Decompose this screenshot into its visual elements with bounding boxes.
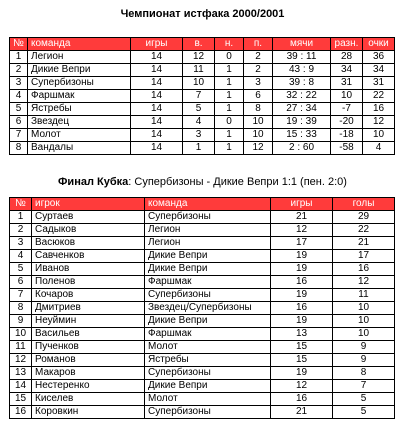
scorers-cell: Киселев: [32, 393, 145, 406]
scorers-cell: 15: [271, 354, 333, 367]
scorers-cell: 5: [10, 263, 32, 276]
standings-cell: Дикие Вепри: [28, 64, 131, 77]
scorers-cell: Неуймин: [32, 315, 145, 328]
scorers-cell: 4: [10, 250, 32, 263]
standings-cell: 8: [10, 142, 28, 155]
scorers-cell: 12: [333, 276, 395, 289]
scorers-cell: Суртаев: [32, 211, 145, 224]
scorers-cell: Савченков: [32, 250, 145, 263]
scorers-cell: 8: [333, 367, 395, 380]
standings-cell: Супербизоны: [28, 77, 131, 90]
standings-cell: 1: [215, 142, 244, 155]
scorers-cell: 9: [333, 354, 395, 367]
scorers-cell: 14: [10, 380, 32, 393]
cup-final-line: [0, 176, 405, 188]
scorers-cell: Дикие Вепри: [145, 380, 271, 393]
standings-cell: 1: [183, 142, 215, 155]
standings-cell: 4: [10, 90, 28, 103]
scorers-cell: Дмитриев: [32, 302, 145, 315]
standings-cell: 7: [10, 129, 28, 142]
scorers-cell: Супербизоны: [145, 406, 271, 419]
standings-header-cell: №: [10, 38, 28, 51]
scorers-cell: 1: [10, 211, 32, 224]
scorers-cell: 16: [333, 263, 395, 276]
standings-cell: 4: [363, 142, 395, 155]
table-row: [10, 90, 395, 103]
scorers-cell: Макаров: [32, 367, 145, 380]
standings-cell: 1: [215, 77, 244, 90]
scorers-cell: Супербизоны: [145, 211, 271, 224]
scorers-cell: 17: [333, 250, 395, 263]
scorers-cell: 12: [271, 380, 333, 393]
scorers-cell: Фаршмак: [145, 328, 271, 341]
scorers-header-cell: игрок: [32, 198, 145, 211]
scorers-cell: 13: [271, 328, 333, 341]
scorers-cell: 16: [271, 393, 333, 406]
standings-cell: 11: [183, 64, 215, 77]
standings-cell: 34: [331, 64, 363, 77]
standings-cell: Молот: [28, 129, 131, 142]
standings-cell: 12: [363, 116, 395, 129]
scorers-header-row: [10, 198, 395, 211]
standings-cell: 10: [244, 116, 273, 129]
standings-cell: 8: [244, 103, 273, 116]
scorers-cell: 16: [10, 406, 32, 419]
table-row: [10, 354, 395, 367]
standings-cell: 6: [244, 90, 273, 103]
standings-cell: 28: [331, 51, 363, 64]
standings-cell: 10: [363, 129, 395, 142]
scorers-cell: 3: [10, 237, 32, 250]
scorers-cell: 7: [333, 380, 395, 393]
scorers-cell: Супербизоны: [145, 367, 271, 380]
scorers-cell: Кочаров: [32, 289, 145, 302]
standings-cell: 39 : 8: [273, 77, 331, 90]
standings-cell: 31: [331, 77, 363, 90]
scorers-cell: 10: [333, 315, 395, 328]
scorers-cell: Садыков: [32, 224, 145, 237]
table-row: [10, 367, 395, 380]
table-row: [10, 250, 395, 263]
standings-cell: 16: [363, 103, 395, 116]
scorers-cell: 19: [271, 250, 333, 263]
scorers-cell: 9: [333, 341, 395, 354]
scorers-cell: 10: [333, 328, 395, 341]
scorers-cell: Дикие Вепри: [145, 250, 271, 263]
scorers-cell: Молот: [145, 393, 271, 406]
standings-header-cell: игры: [131, 38, 183, 51]
standings-cell: 15 : 33: [273, 129, 331, 142]
scorers-cell: Коровкин: [32, 406, 145, 419]
scorers-cell: 19: [271, 367, 333, 380]
standings-cell: 5: [10, 103, 28, 116]
scorers-cell: Васюков: [32, 237, 145, 250]
standings-cell: Звездец: [28, 116, 131, 129]
table-row: [10, 315, 395, 328]
standings-cell: 1: [215, 129, 244, 142]
scorers-cell: Васильев: [32, 328, 145, 341]
standings-cell: 3: [183, 129, 215, 142]
standings-cell: 2: [244, 51, 273, 64]
standings-cell: 4: [183, 116, 215, 129]
scorers-header-cell: игры: [271, 198, 333, 211]
standings-cell: 39 : 11: [273, 51, 331, 64]
table-row: [10, 51, 395, 64]
table-row: [10, 328, 395, 341]
table-row: [10, 103, 395, 116]
table-row: [10, 393, 395, 406]
standings-cell: 32 : 22: [273, 90, 331, 103]
standings-header-cell: мячи: [273, 38, 331, 51]
standings-cell: 43 : 9: [273, 64, 331, 77]
standings-cell: 14: [131, 90, 183, 103]
standings-header-cell: очки: [363, 38, 395, 51]
scorers-cell: 29: [333, 211, 395, 224]
standings-header-cell: н.: [215, 38, 244, 51]
scorers-cell: 10: [333, 302, 395, 315]
scorers-cell: 7: [10, 289, 32, 302]
standings-cell: 5: [183, 103, 215, 116]
scorers-cell: 9: [10, 315, 32, 328]
standings-cell: 14: [131, 64, 183, 77]
standings-header-cell: п.: [244, 38, 273, 51]
standings-cell: 2: [244, 64, 273, 77]
table-row: [10, 64, 395, 77]
standings-cell: 19 : 39: [273, 116, 331, 129]
standings-cell: 31: [363, 77, 395, 90]
standings-cell: 2: [10, 64, 28, 77]
standings-cell: Фаршмак: [28, 90, 131, 103]
scorers-cell: 22: [333, 224, 395, 237]
table-row: [10, 116, 395, 129]
standings-cell: 12: [183, 51, 215, 64]
table-row: [10, 142, 395, 155]
scorers-cell: 5: [333, 393, 395, 406]
standings-cell: 22: [363, 90, 395, 103]
cup-final-result: : Супербизоны - Дикие Вепри 1:1 (пен. 2:0): [128, 176, 347, 188]
scorers-table: [9, 197, 395, 419]
standings-cell: 3: [10, 77, 28, 90]
scorers-cell: Фаршмак: [145, 276, 271, 289]
standings-cell: Легион: [28, 51, 131, 64]
scorers-cell: Молот: [145, 341, 271, 354]
standings-cell: -18: [331, 129, 363, 142]
standings-cell: Вандалы: [28, 142, 131, 155]
standings-cell: 0: [215, 116, 244, 129]
standings-cell: 1: [215, 103, 244, 116]
cup-final-label: Финал Кубка: [58, 176, 129, 188]
standings-cell: 1: [215, 90, 244, 103]
standings-cell: 1: [215, 64, 244, 77]
scorers-cell: 16: [271, 302, 333, 315]
table-row: [10, 77, 395, 90]
standings-cell: 36: [363, 51, 395, 64]
scorers-cell: 12: [10, 354, 32, 367]
standings-cell: 34: [363, 64, 395, 77]
scorers-cell: Супербизоны: [145, 289, 271, 302]
standings-header-row: [10, 38, 395, 51]
scorers-cell: 5: [333, 406, 395, 419]
standings-cell: 14: [131, 103, 183, 116]
scorers-header-cell: №: [10, 198, 32, 211]
scorers-cell: 11: [10, 341, 32, 354]
scorers-cell: Звездец/Супербизоны: [145, 302, 271, 315]
standings-cell: 10: [244, 129, 273, 142]
scorers-cell: 15: [10, 393, 32, 406]
scorers-cell: Легион: [145, 224, 271, 237]
page-title: Чемпионат истфака 2000/2001: [120, 8, 285, 20]
table-row: [10, 224, 395, 237]
scorers-cell: Нестеренко: [32, 380, 145, 393]
scorers-cell: 19: [271, 289, 333, 302]
standings-header-cell: в.: [183, 38, 215, 51]
standings-cell: 7: [183, 90, 215, 103]
table-row: [10, 289, 395, 302]
scorers-cell: 17: [271, 237, 333, 250]
standings-table: [9, 37, 395, 155]
standings-cell: 14: [131, 51, 183, 64]
scorers-cell: Ястребы: [145, 354, 271, 367]
table-row: [10, 237, 395, 250]
standings-cell: 10: [183, 77, 215, 90]
standings-cell: 14: [131, 129, 183, 142]
scorers-cell: 21: [333, 237, 395, 250]
scorers-cell: Пученков: [32, 341, 145, 354]
standings-cell: 14: [131, 77, 183, 90]
scorers-cell: Поленов: [32, 276, 145, 289]
scorers-cell: 21: [271, 406, 333, 419]
scorers-header-cell: голы: [333, 198, 395, 211]
standings-cell: 0: [215, 51, 244, 64]
table-row: [10, 211, 395, 224]
standings-cell: 14: [131, 116, 183, 129]
table-row: [10, 406, 395, 419]
scorers-cell: 12: [271, 224, 333, 237]
table-row: [10, 380, 395, 393]
standings-cell: 1: [10, 51, 28, 64]
standings-cell: 12: [244, 142, 273, 155]
scorers-cell: Легион: [145, 237, 271, 250]
scorers-cell: Дикие Вепри: [145, 263, 271, 276]
standings-cell: Ястребы: [28, 103, 131, 116]
scorers-cell: Дикие Вепри: [145, 315, 271, 328]
table-row: [10, 263, 395, 276]
scorers-cell: 6: [10, 276, 32, 289]
scorers-cell: Романов: [32, 354, 145, 367]
scorers-cell: 16: [271, 276, 333, 289]
standings-cell: -7: [331, 103, 363, 116]
standings-cell: 3: [244, 77, 273, 90]
standings-cell: 6: [10, 116, 28, 129]
scorers-cell: 21: [271, 211, 333, 224]
standings-cell: -58: [331, 142, 363, 155]
scorers-cell: 11: [333, 289, 395, 302]
standings-header-cell: команда: [28, 38, 131, 51]
scorers-cell: 15: [271, 341, 333, 354]
scorers-cell: 13: [10, 367, 32, 380]
table-row: [10, 341, 395, 354]
scorers-cell: Иванов: [32, 263, 145, 276]
standings-cell: 10: [331, 90, 363, 103]
table-row: [10, 276, 395, 289]
scorers-cell: 10: [10, 328, 32, 341]
scorers-cell: 8: [10, 302, 32, 315]
table-row: [10, 129, 395, 142]
standings-header-cell: разн.: [331, 38, 363, 51]
standings-cell: 2 : 60: [273, 142, 331, 155]
scorers-header-cell: команда: [145, 198, 271, 211]
standings-cell: -20: [331, 116, 363, 129]
standings-cell: 14: [131, 142, 183, 155]
standings-cell: 27 : 34: [273, 103, 331, 116]
scorers-cell: 19: [271, 263, 333, 276]
scorers-cell: 19: [271, 315, 333, 328]
table-row: [10, 302, 395, 315]
scorers-cell: 2: [10, 224, 32, 237]
